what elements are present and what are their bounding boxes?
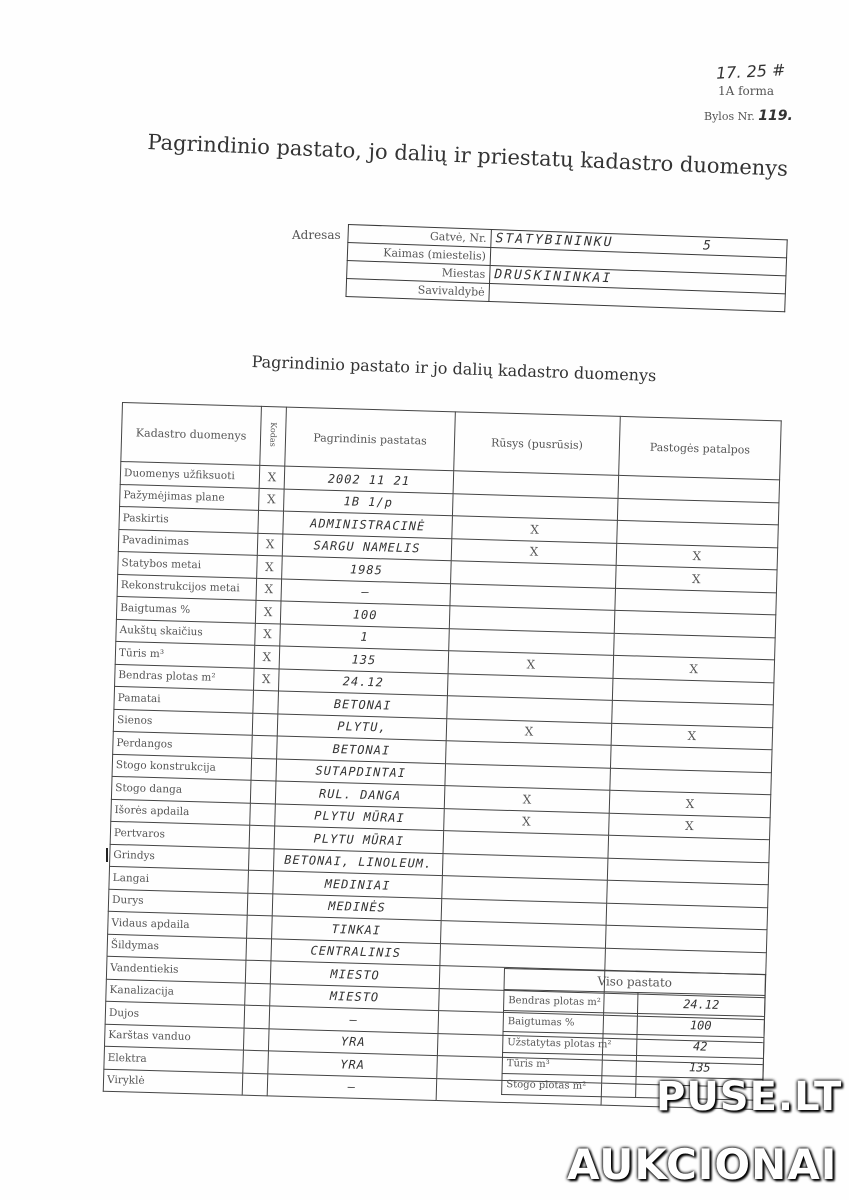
row-label: Karštas vanduo: [105, 1024, 245, 1050]
row-mark: [247, 893, 273, 916]
attic-value: X: [611, 723, 773, 750]
row-label: Bendras plotas m²: [115, 664, 255, 690]
file-number: [704, 108, 793, 124]
basement-value: X: [451, 538, 617, 565]
main-building-value: YRA: [268, 1028, 438, 1055]
row-label: Aukštų skaičius: [116, 619, 256, 645]
basement-value: X: [452, 516, 618, 543]
row-mark: [247, 915, 273, 938]
watermark-line-2: AUKCIONAI: [567, 1140, 838, 1189]
watermark-line-1: PUSE.LT: [656, 1074, 843, 1120]
row-mark: X: [255, 600, 281, 623]
row-label: Pažymėjimas plane: [120, 484, 260, 510]
column-header-code: Kodas: [268, 422, 278, 448]
basement-value: X: [448, 651, 614, 678]
summary-value: 135: [636, 1056, 763, 1080]
row-mark: [250, 803, 276, 826]
row-label: Paskirtis: [119, 506, 259, 532]
main-building-value: MIESTO: [270, 983, 440, 1010]
main-building-value: 24.12: [278, 668, 448, 695]
street-number: 5: [702, 238, 714, 254]
address-row-label: Kaimas (miestelis): [347, 243, 491, 266]
row-mark: [250, 780, 276, 803]
row-label: Stogo danga: [111, 776, 251, 802]
main-building-value: 1B 1/p: [284, 489, 454, 516]
basement-value: X: [446, 718, 612, 745]
row-mark: [243, 1050, 269, 1073]
file-number-value: 119.: [758, 108, 793, 124]
summary-title: Viso pastato: [504, 969, 765, 996]
main-building-value: BETONAI: [277, 736, 447, 763]
row-label: Rekonstrukcijos metai: [117, 574, 257, 600]
row-label: Durys: [108, 889, 248, 915]
summary-value: 42: [637, 1035, 764, 1059]
row-mark: X: [259, 488, 285, 511]
row-label: Tūris m³: [115, 641, 255, 667]
attic-value: X: [616, 543, 778, 570]
main-building-value: 135: [279, 646, 449, 673]
row-label: Išorės apdaila: [111, 799, 251, 825]
summary-label: Bendras plotas m²: [504, 990, 638, 1014]
column-header: Rūsys (pusrūsis): [454, 412, 621, 476]
row-mark: X: [255, 623, 281, 646]
handwritten-reference: 17. 25 #: [715, 60, 786, 83]
address-table: [345, 224, 787, 312]
attic-value: X: [616, 565, 778, 592]
file-number-label: Bylos Nr.: [704, 110, 755, 123]
address-row-label: Miestas: [347, 260, 491, 283]
column-header: [260, 406, 287, 466]
row-label: Vidaus apdaila: [108, 911, 248, 937]
row-mark: [248, 848, 274, 871]
margin-mark: [106, 848, 108, 862]
row-label: Šildymas: [107, 934, 247, 960]
row-mark: X: [257, 555, 283, 578]
row-label: Baigtumas %: [116, 596, 256, 622]
row-label: Dujos: [105, 1001, 245, 1027]
document-title: Pagrindinio pastato, jo dalių ir priestatų kadastro duomenys: [146, 130, 789, 181]
row-mark: [243, 1028, 269, 1051]
attic-value: X: [613, 655, 775, 682]
row-mark: [252, 735, 278, 758]
row-mark: X: [256, 578, 282, 601]
main-building-value: YRA: [268, 1051, 438, 1078]
row-mark: [242, 1073, 268, 1096]
row-label: Langai: [109, 866, 249, 892]
main-building-value: RUL. DANGA: [275, 781, 445, 808]
column-header: Pastogės patalpos: [619, 416, 782, 479]
summary-label: Užstatytas plotas m²: [503, 1031, 637, 1055]
row-label: Viryklė: [103, 1069, 243, 1095]
row-label: Sienos: [113, 709, 253, 735]
main-building-value: –: [267, 1073, 437, 1100]
address-row-label: Savivaldybė: [346, 278, 490, 301]
row-label: Vandentiekis: [106, 956, 246, 982]
basement-value: X: [444, 808, 610, 835]
row-label: Elektra: [104, 1046, 244, 1072]
row-label: Perdangos: [113, 731, 253, 757]
summary-value: 24.12: [638, 993, 765, 1017]
column-header: Pagrindinis pastatas: [285, 407, 456, 471]
row-mark: [248, 870, 274, 893]
row-mark: [258, 510, 284, 533]
main-building-value: PLYTU MŪRAI: [275, 803, 445, 830]
main-building-value: MIESTO: [270, 961, 440, 988]
main-building-value: TINKAI: [272, 916, 442, 943]
row-mark: [252, 713, 278, 736]
column-header: Kadastro duomenys: [121, 403, 262, 466]
row-mark: X: [254, 668, 280, 691]
row-mark: [253, 690, 279, 713]
main-building-value: BETONAI, LINOLEUM.: [273, 848, 443, 875]
main-building-value: SARGU NAMELIS: [282, 534, 452, 561]
summary-label: Tūris m³: [502, 1052, 636, 1076]
row-label: Statybos metai: [118, 551, 258, 577]
row-mark: [244, 1005, 270, 1028]
main-building-value: 1: [280, 624, 450, 651]
row-label: Kanalizacija: [106, 979, 246, 1005]
row-label: Pamatai: [114, 686, 254, 712]
main-building-value: PLYTU MŪRAI: [274, 826, 444, 853]
summary-value: 100: [637, 1014, 764, 1038]
row-mark: [249, 825, 275, 848]
form-code: 1A forma: [718, 84, 775, 98]
summary-label: Baigtumas %: [503, 1011, 637, 1035]
address-label: Adresas: [292, 228, 341, 242]
summary-label: Stogo plotas m²: [502, 1073, 636, 1097]
row-mark: [251, 758, 277, 781]
row-mark: [245, 960, 271, 983]
basement-value: X: [444, 786, 610, 813]
row-mark: X: [254, 645, 280, 668]
address-row-value: DRUSKININKAI: [490, 265, 786, 293]
main-building-value: MEDINĖS: [272, 893, 442, 920]
main-building-value: 100: [280, 601, 450, 628]
street-name: STATYBININKU: [495, 231, 614, 251]
main-building-value: BETONAI: [278, 691, 448, 718]
row-mark: X: [257, 533, 283, 556]
main-building-value: –: [269, 1006, 439, 1033]
row-mark: X: [259, 465, 285, 488]
main-building-value: CENTRALINIS: [271, 938, 441, 965]
attic-value: X: [609, 790, 771, 817]
main-building-value: MEDINIAI: [273, 871, 443, 898]
row-mark: [246, 938, 272, 961]
main-building-value: SUTAPDINTAI: [276, 758, 446, 785]
main-building-value: ADMINISTRACINĖ: [283, 511, 453, 538]
row-mark: [245, 983, 271, 1006]
row-label: Grindys: [110, 844, 250, 870]
row-label: Stogo konstrukcija: [112, 754, 252, 780]
section-title: Pagrindinio pastato ir jo dalių kadastro duomenys: [251, 352, 657, 386]
main-building-value: 1985: [282, 556, 452, 583]
address-row-label: Gatvė, Nr.: [348, 225, 492, 248]
attic-value: X: [609, 813, 771, 840]
row-label: Pertvaros: [110, 821, 250, 847]
main-building-value: PLYTU,: [277, 713, 447, 740]
row-label: Duomenys užfiksuoti: [120, 461, 260, 487]
main-building-value: 2002 11 21: [284, 466, 454, 493]
main-building-value: –: [281, 579, 451, 606]
row-label: Pavadinimas: [118, 529, 258, 555]
